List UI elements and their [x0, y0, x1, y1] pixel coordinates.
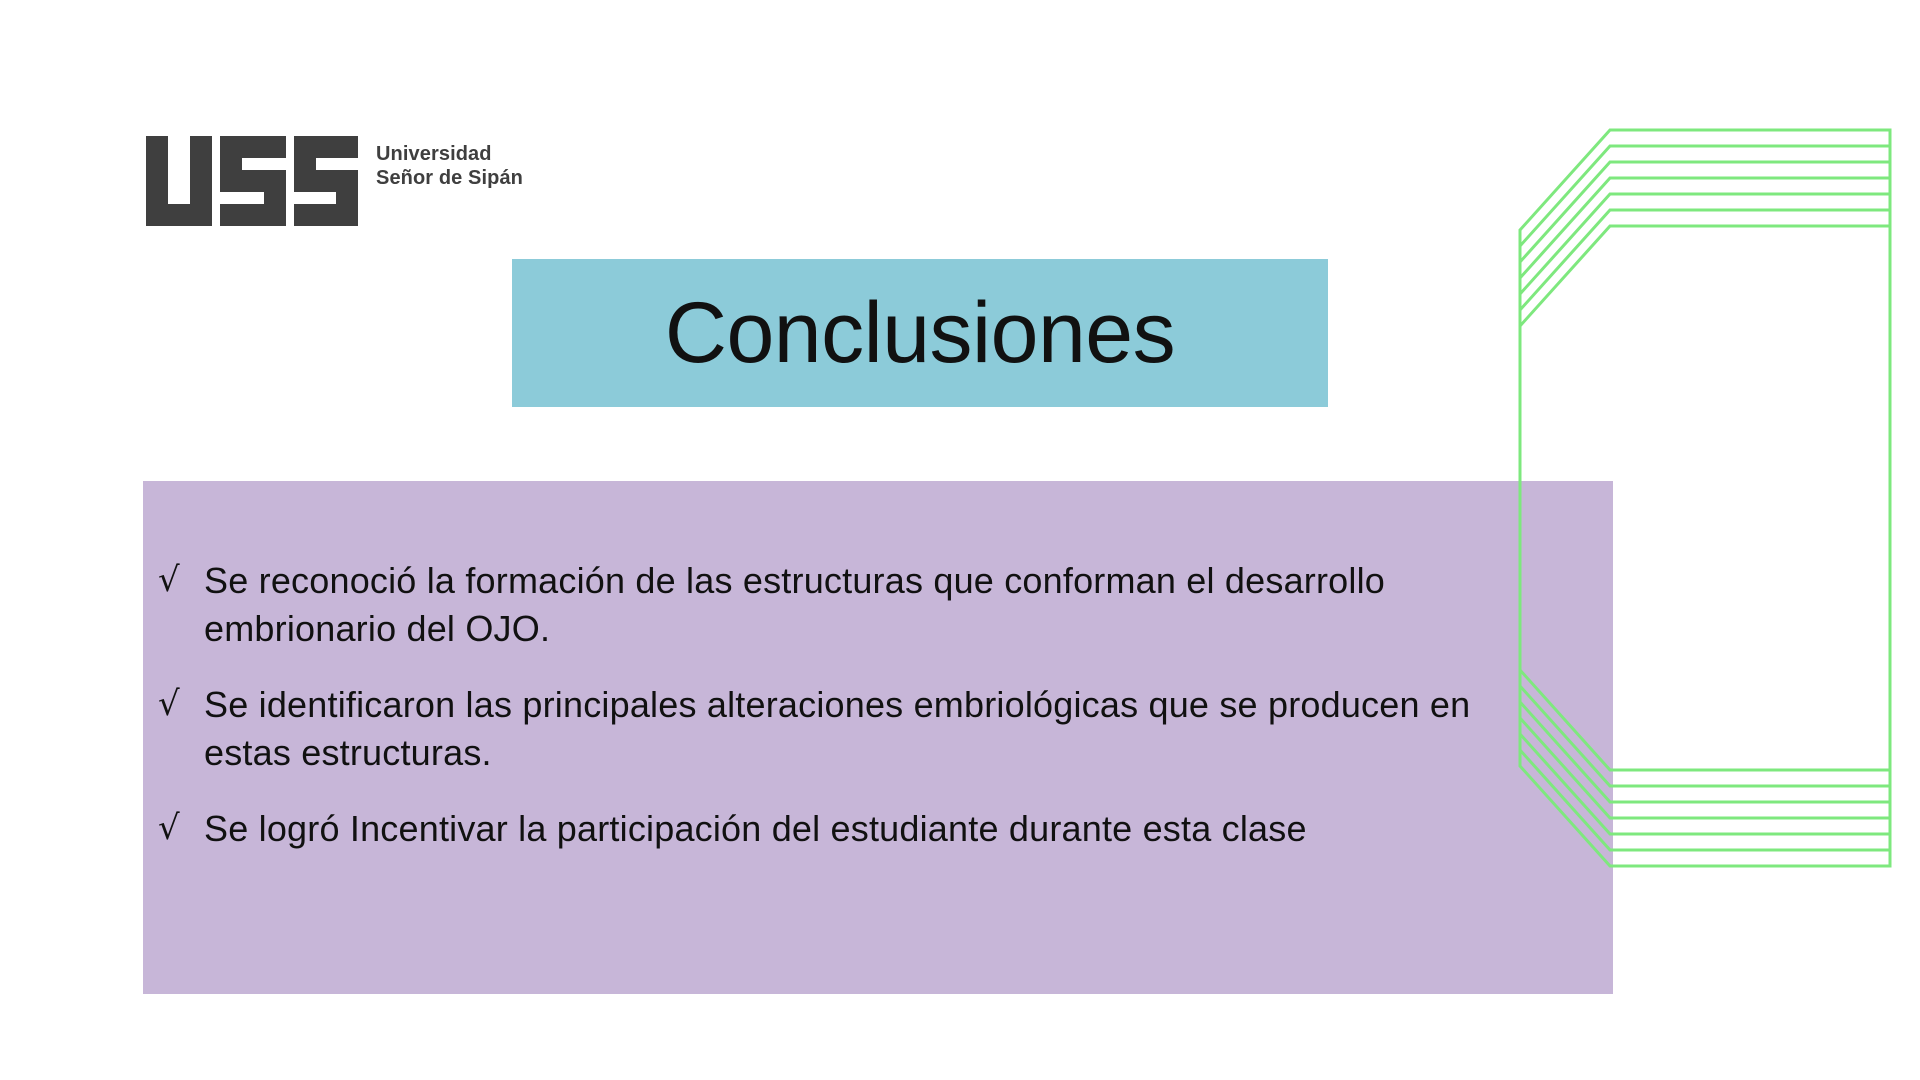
check-mark-icon: √: [158, 683, 180, 724]
list-item-text: Se identificaron las principales alteraciones embriológicas que se producen en estas estructuras.: [204, 683, 1471, 773]
list-item-text: Se logró Incentivar la participación del estudiante durante esta clase: [204, 807, 1307, 849]
conclusions-list: [158, 557, 1548, 852]
page-title: Conclusiones: [664, 285, 1176, 381]
uss-logo: [146, 136, 523, 226]
uss-logo-line2: Señor de Sipán: [376, 167, 523, 190]
list-item: [158, 557, 1548, 653]
list-item-text: Se reconoció la formación de las estructuras que conforman el desarrollo embrionario del OJO.: [204, 560, 1386, 649]
slide-title-band: [512, 259, 1328, 407]
list-item: [158, 805, 1548, 853]
check-mark-icon: √: [158, 807, 180, 848]
list-item: [158, 681, 1548, 777]
uss-logo-text: [376, 142, 523, 191]
uss-logo-line1: Universidad: [376, 143, 492, 165]
uss-logo-mark: [146, 136, 358, 226]
check-mark-icon: √: [158, 560, 180, 600]
